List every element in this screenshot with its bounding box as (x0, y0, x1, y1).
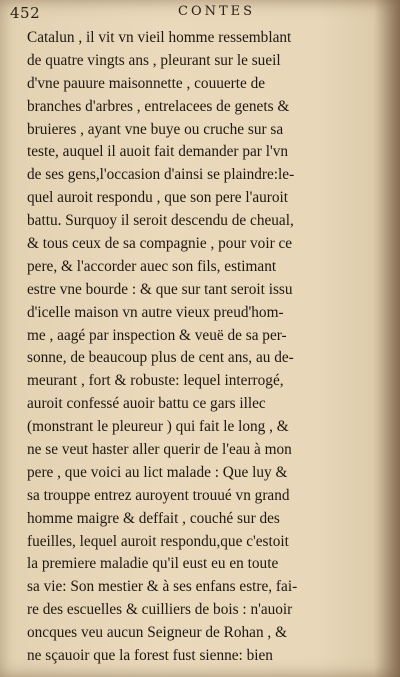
text-line: sa trouppe entrez auroyent trouué vn grand (27, 486, 290, 504)
page-number: 452 (10, 4, 41, 22)
text-line: pere , que voici au lict malade : Que luy & (27, 463, 288, 481)
page-gutter-shadow (374, 0, 400, 677)
text-line: battu. Surquoy il seroit descendu de cheual, (27, 212, 294, 230)
text-line: homme maigre & deffait , couché sur des (27, 509, 280, 527)
text-line: meurant , fort & robuste: lequel interrogé, (27, 372, 284, 390)
text-line: & tous ceux de sa compagnie , pour voir ce (27, 235, 293, 253)
text-line: de ses gens,l'occasion d'ainsi se plaindre:le- (27, 166, 295, 184)
text-line: ne sçauoir que la forest fust sienne: bien (27, 647, 273, 665)
text-line: estre vne bourde : & que sur tant seroit issu (27, 280, 293, 298)
text-line: auroit confessé auoir battu ce gars illec (27, 395, 266, 413)
text-line: ne se veut haster aller querir de l'eau à mon (27, 441, 292, 459)
text-line: (monstrant le pleureur ) qui fait le long , & (27, 418, 289, 436)
text-line: la premiere maladie qu'il eust eu en toute (27, 555, 279, 573)
text-line: bruieres , ayant vne buye ou cruche sur sa (27, 120, 284, 138)
text-line: teste, auquel il auoit fait demander par l'vn (27, 143, 289, 161)
text-line: fueilles, lequel auroit respondu,que c'estoit (27, 532, 289, 550)
text-line: me , aagé par inspection & veuë de sa per- (27, 326, 287, 344)
text-line: re des escuelles & cuilliers de bois : n'auoir (27, 601, 293, 619)
text-line: d'icelle maison vn autre vieux preud'hom- (27, 303, 284, 321)
text-line: Catalun , il vit vn vieil homme ressemblant (27, 29, 292, 46)
text-line: d'vne pauure maisonnette , couuerte de (27, 74, 266, 92)
text-line: de quatre vingts ans , pleurant sur le sueil (27, 51, 281, 69)
text-line: oncques veu aucun Seigneur de Rohan , & (27, 624, 287, 642)
text-line: quel auroit respondu , que son pere l'auroit (27, 189, 289, 207)
body-text (27, 27, 373, 668)
text-line: branches d'arbres , entrelacees de genets & (27, 97, 290, 115)
running-head: CONTES (178, 4, 256, 19)
text-line: sonne, de beaucoup plus de cent ans, au de- (27, 349, 294, 367)
text-line: pere, & l'accorder auec son fils, estimant (27, 257, 277, 275)
text-line: sa vie: Son mestier & à ses enfans estre, fai- (27, 578, 298, 596)
